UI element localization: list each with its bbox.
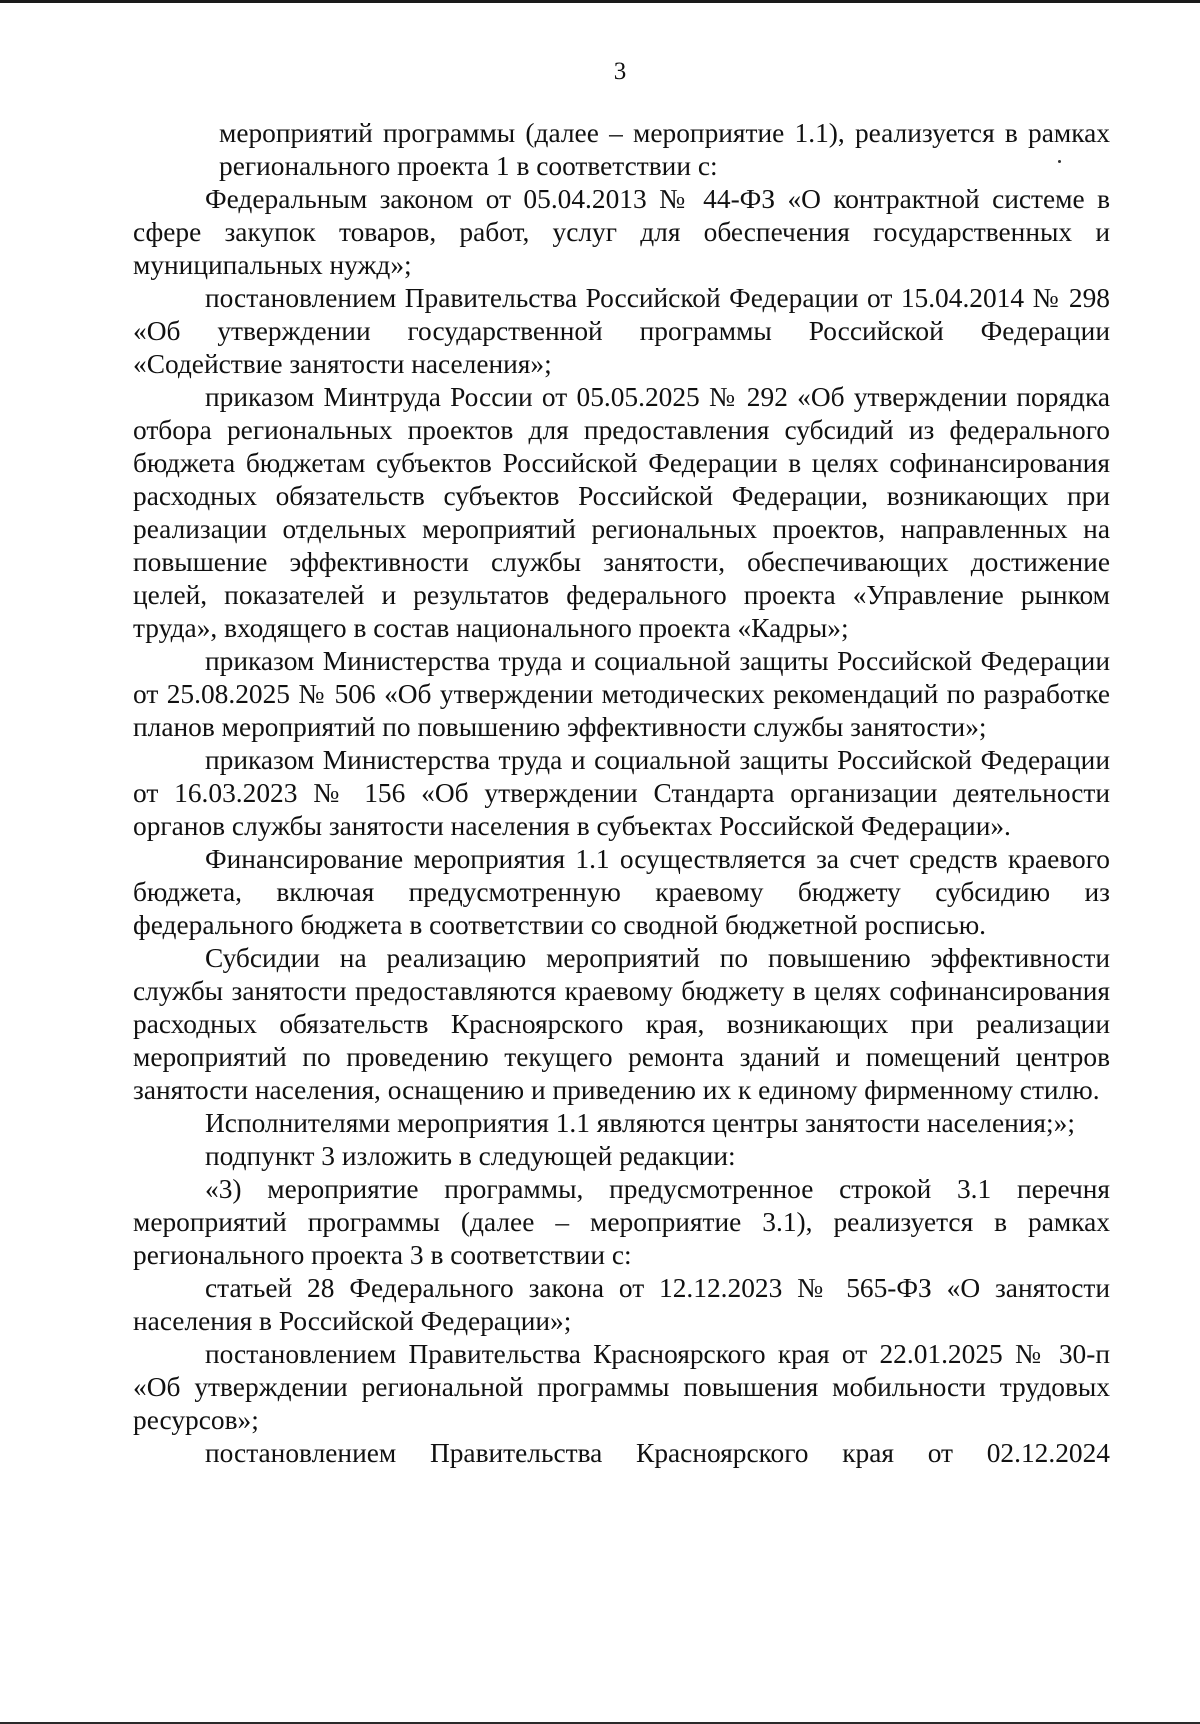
scan-top-edge [0,0,1200,3]
paragraph-krasnoyarsk-resolution-30p: постановлением Правительства Красноярского края от 22.01.2025 № 30-п «Об утверждении региональной программы повышения мобильности трудовых ресурсов»; [133,1339,1110,1435]
paragraph-financing: Финансирование мероприятия 1.1 осуществляется за счет средств краевого бюджета, включая предусмотренную краевому бюджету субсидию из федерального бюджета в соответствии со сводной бюджетной росписью. [133,844,1110,940]
paragraph-subclause-3: подпункт 3 изложить в следующей редакции: [205,1141,736,1171]
paragraph-federal-law-565fz: статьей 28 Федерального закона от 12.12.2023 № 565-ФЗ «О занятости населения в Российской Федерации»; [133,1273,1110,1336]
paragraph-subsidies: Субсидии на реализацию мероприятий по повышению эффективности службы занятости предоставляются краевому бюджету в целях софинансирования расходных обязательств Красноярского края, возникающих при реализации мероприятий по проведению текущего ремонта зданий и помещений центров занятости населения, оснащению и приведению их к единому фирменному стилю. [133,943,1110,1105]
page-number: 3 [613,58,627,85]
paragraph-mintrud-order-292: приказом Минтруда России от 05.05.2025 № 292 «Об утверждении порядка отбора региональных проектов для предоставления субсидий из федерального бюджета бюджетам субъектов Российской Федерации в целях софинансирования расходных обязательств субъектов Российской Федерации, возникающих при реализации отдельных мероприятий региональных проектов, направленных на повышение эффективности службы занятости, обеспечивающих достижение целей, показателей и результатов федерального проекта «Управление рынком труда», входящего в состав национального проекта «Кадры»; [133,382,1110,643]
paragraph-government-resolution-298: постановлением Правительства Российской Федерации от 15.04.2014 № 298 «Об утверждении государственной программы Российской Федерации «Содействие занятости населения»; [133,283,1110,379]
paragraph-continuation: мероприятий программы (далее – мероприятие 1.1), реализуется в рамках регионального проекта 1 в соответствии с: [219,118,1110,181]
paragraph-ministry-order-506: приказом Министерства труда и социальной защиты Российской Федерации от 25.08.2025 № 506 «Об утверждении методических рекомендаций по разработке планов мероприятий по повышению эффективности службы занятости»; [133,646,1110,742]
paragraph-executors: Исполнителями мероприятия 1.1 являются центры занятости населения;»; [205,1108,1075,1138]
document-body [133,117,1110,1470]
paragraph-krasnoyarsk-resolution-2024: постановлением Правительства Красноярского края от 02.12.2024 [205,1438,1110,1468]
paragraph-ministry-order-156: приказом Министерства труда и социальной защиты Российской Федерации от 16.03.2023 № 156 «Об утверждении Стандарта организации деятельности органов службы занятости населения в субъектах Российской Федерации». [133,745,1110,841]
paragraph-federal-law-44fz: Федеральным законом от 05.04.2013 № 44-ФЗ «О контрактной системе в сфере закупок товаров, работ, услуг для обеспечения государственных и муниципальных нужд»; [133,184,1110,280]
scan-speck [1058,160,1061,163]
paragraph-measure-3-1: «3) мероприятие программы, предусмотренное строкой 3.1 перечня мероприятий программы (далее – мероприятие 3.1), реализуется в рамках регионального проекта 3 в соответствии с: [133,1174,1110,1270]
